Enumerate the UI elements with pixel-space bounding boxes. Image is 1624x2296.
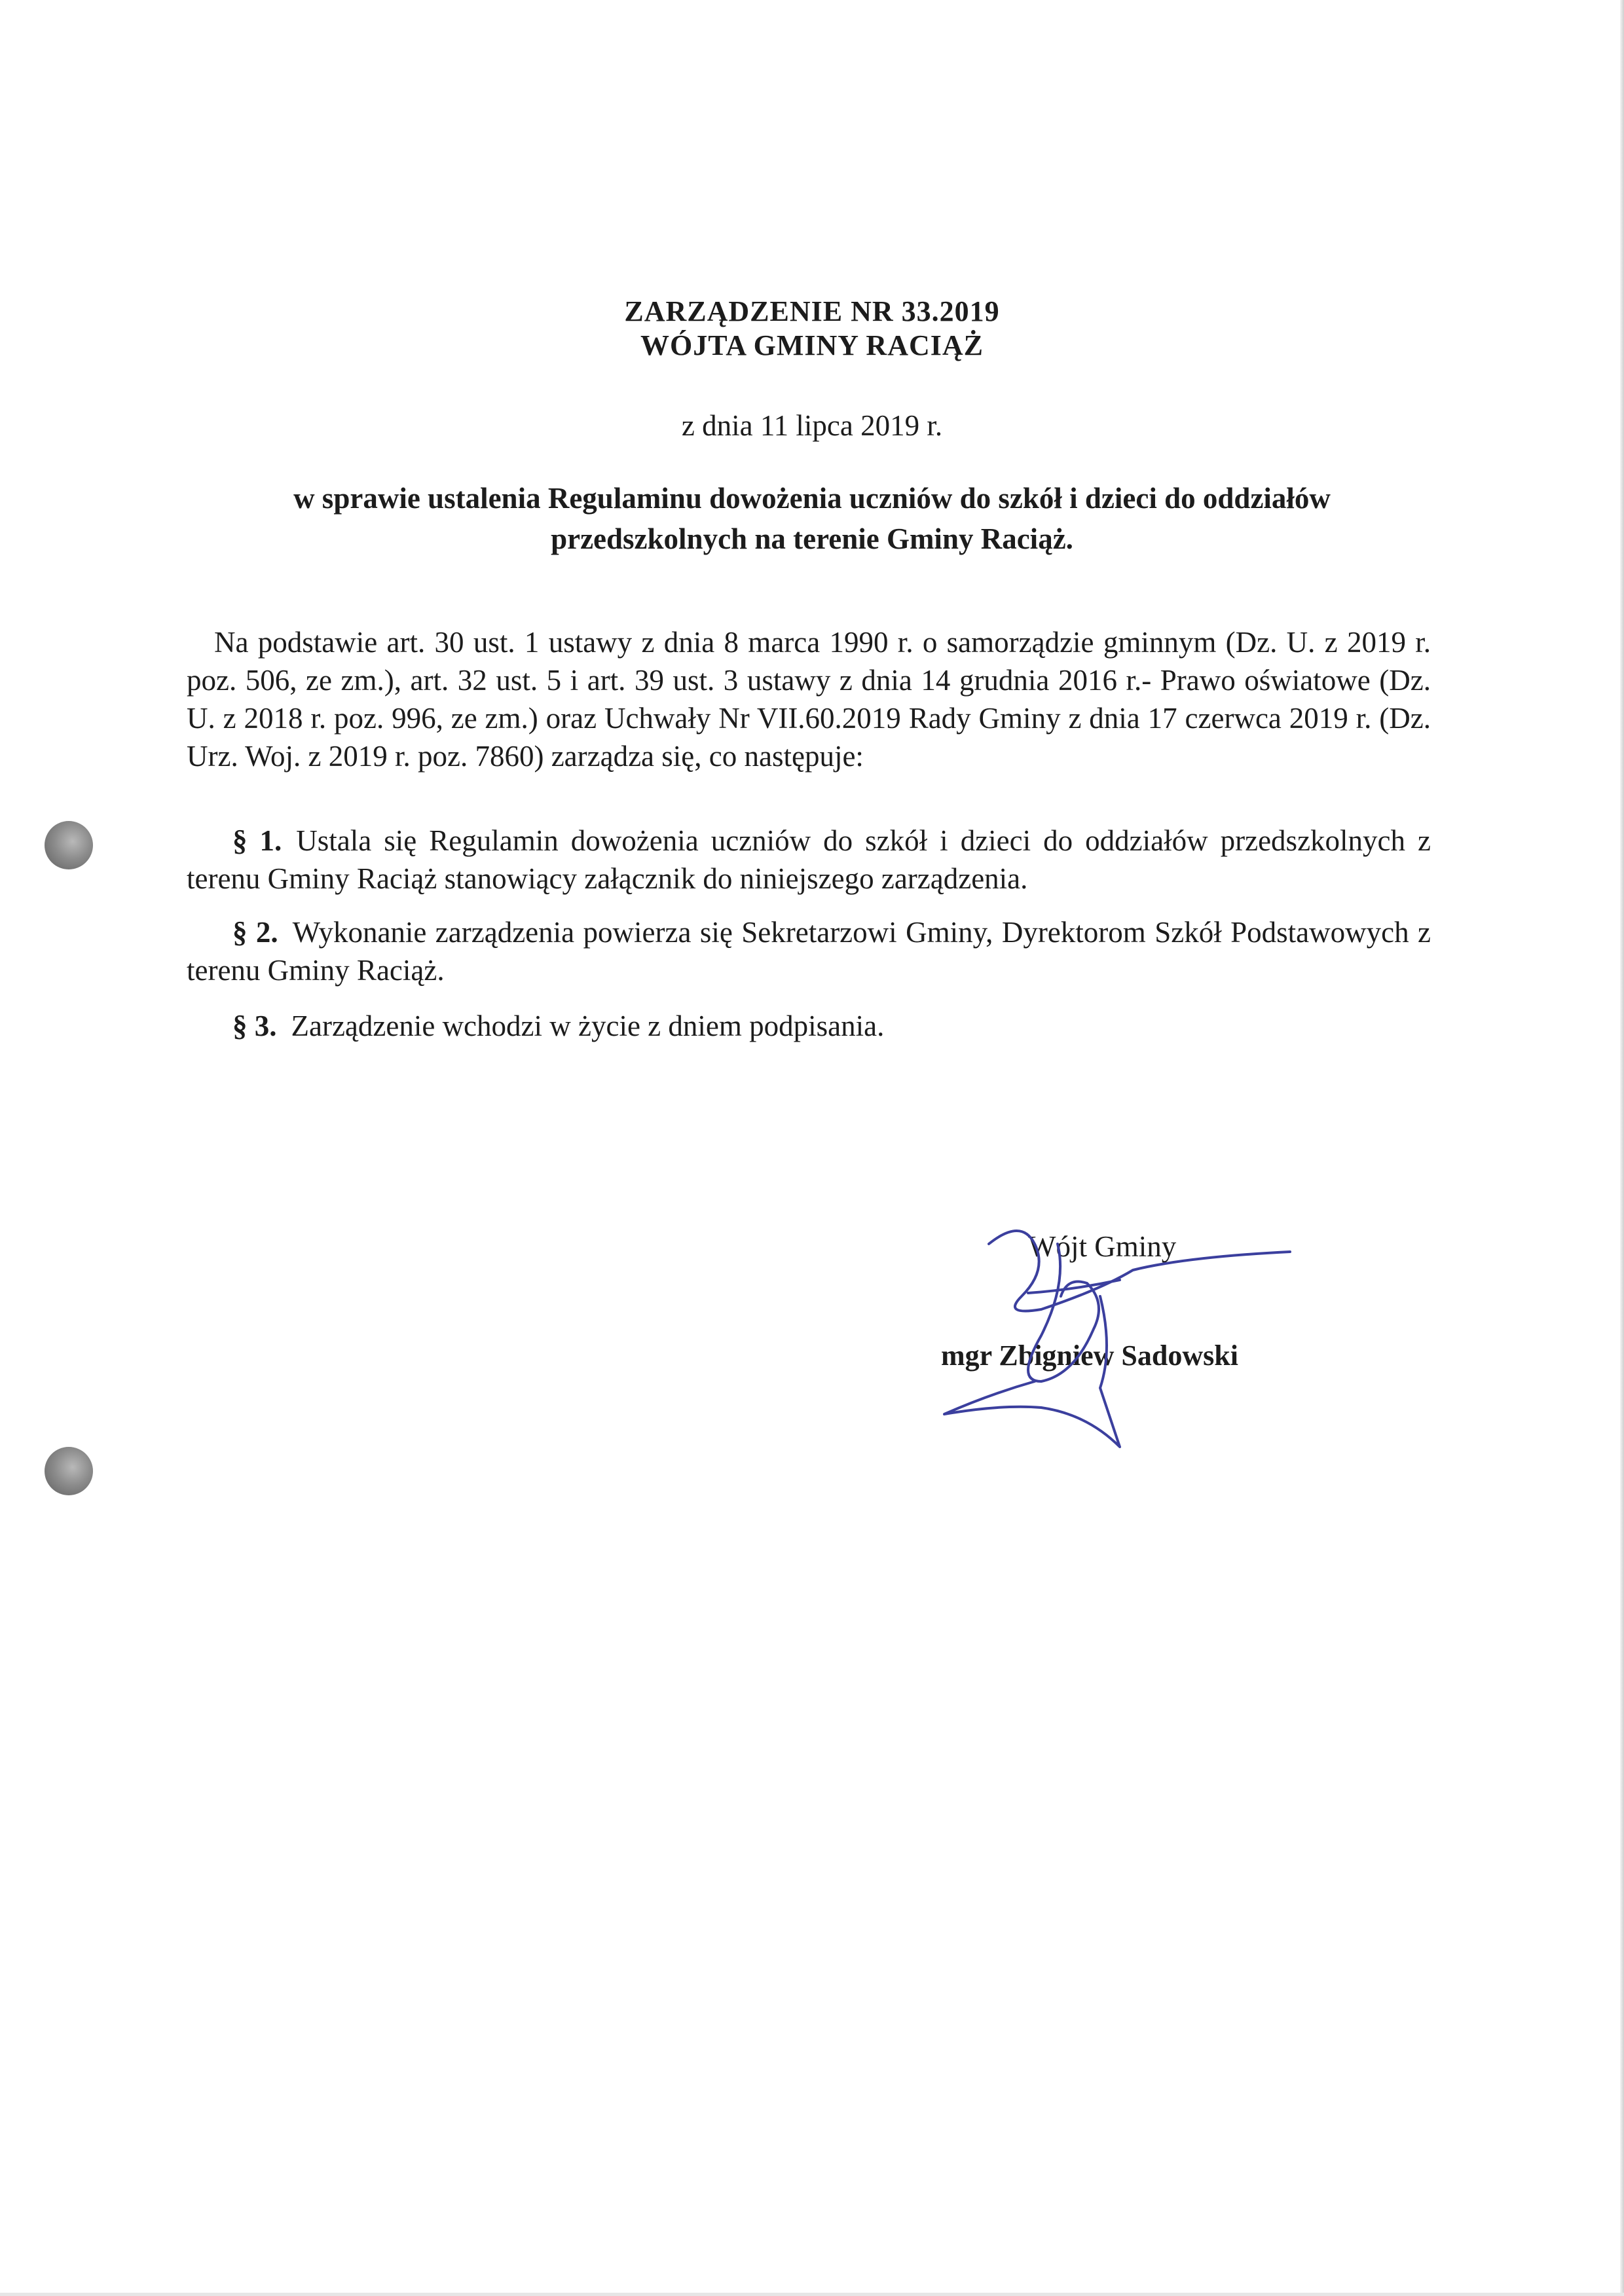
document-title: ZARZĄDZENIE NR 33.2019 [624, 295, 1000, 327]
punch-hole-icon [45, 1447, 93, 1495]
section-1 [187, 822, 1431, 898]
section-marker: § 2. [232, 916, 278, 949]
section-marker: § 3. [232, 1010, 277, 1042]
scan-edge-bottom [0, 2293, 1624, 2296]
section-text: Wykonanie zarządzenia powierza się Sekretarzowi Gminy, Dyrektorom Szkół Podstawowych z terenu Gminy Raciąż. [187, 916, 1431, 987]
signatory-name: mgr Zbigniew Sadowski [941, 1339, 1238, 1372]
punch-hole-icon [45, 821, 93, 869]
signature-strokes [944, 1231, 1290, 1447]
legal-basis-paragraph: Na podstawie art. 30 ust. 1 ustawy z dnia 8 marca 1990 r. o samorządzie gminnym (Dz. U. z 2019 r. poz. 506, ze zm.), art. 32 ust. 5 i art. 39 ust. 3 ustawy z dnia 14 grudnia 2016 r.- Prawo oświatowe (Dz. U. z 2018 r. poz. 996, ze zm.) oraz Uchwały Nr VII.60.2019 Rady Gminy z dnia 17 czerwca 2019 r. (Dz. Urz. Woj. z 2019 r. poz. 7860) zarządza się, co następuje: [187, 626, 1431, 773]
section-text: Ustala się Regulamin dowożenia uczniów do szkół i dzieci do oddziałów przedszkolnych z terenu Gminy Raciąż stanowiący załącznik do niniejszego zarządzenia. [187, 824, 1431, 895]
section-2 [187, 913, 1431, 989]
document-subject: w sprawie ustalenia Regulaminu dowożenia uczniów do szkół i dzieci do oddziałów przedszkolnych na terenie Gminy Raciąż. [293, 482, 1331, 555]
section-text: Zarządzenie wchodzi w życie z dniem podpisania. [291, 1010, 885, 1042]
section-3 [187, 1007, 1431, 1045]
document-date: z dnia 11 lipca 2019 r. [681, 409, 943, 442]
handwritten-signature-icon [936, 1218, 1303, 1453]
signatory-role: Wójt Gminy [1028, 1230, 1177, 1263]
issuer-title: WÓJTA GMINY RACIĄŻ [640, 329, 984, 361]
section-marker: § 1. [232, 824, 282, 857]
